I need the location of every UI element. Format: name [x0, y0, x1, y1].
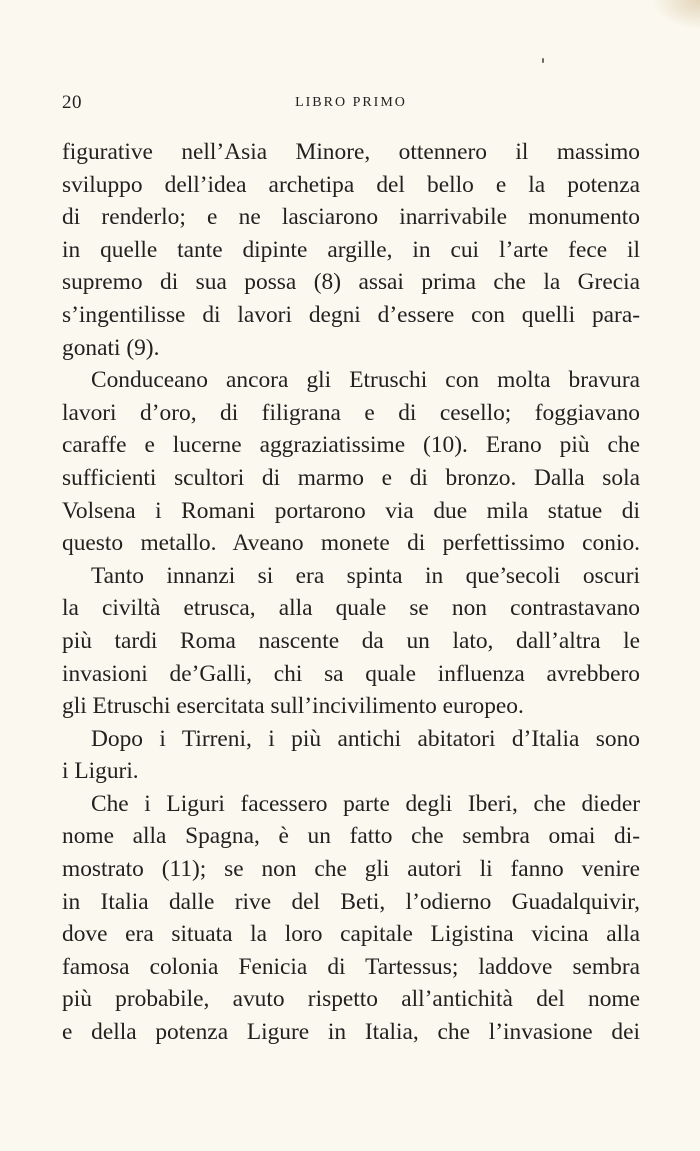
text-line: in Italia dalle rive del Beti, l’odierno Guadalquivir, [62, 888, 640, 915]
text-line: dove era situata la loro capitale Ligistina vicina alla [62, 921, 640, 948]
text-line: questo metallo. Aveano monete di perfettissimo conio. [62, 530, 640, 557]
text-line: più probabile, avuto rispetto all’antichità del nome [62, 986, 640, 1013]
text-line: invasioni de’Galli, chi sa quale influenza avrebbero [62, 660, 640, 687]
paper-stain [652, 0, 700, 30]
body-text [62, 136, 640, 1049]
text-line: sviluppo dell’idea archetipa del bello e la potenza [62, 171, 640, 198]
ink-speck [542, 58, 544, 63]
paragraph-first-line: Che i Liguri facessero parte degli Iberi, che dieder [91, 790, 640, 817]
text-line: famosa colonia Fenicia di Tartessus; laddove sembra [62, 953, 640, 980]
text-line: s’ingentilisse di lavori degni d’essere con quelli para- [62, 301, 640, 328]
text-line: figurative nell’Asia Minore, ottennero il massimo [62, 139, 640, 165]
text-line: Volsena i Romani portarono via due mila statue di [62, 497, 640, 524]
text-line: e della potenza Ligure in Italia, che l’invasione dei [62, 1019, 640, 1046]
text-line: supremo di sua possa (8) assai prima che la Grecia [62, 269, 640, 296]
text-line: caraffe e lucerne aggraziatissime (10). Erano più che [62, 432, 640, 459]
text-line: mostrato (11); se non che gli autori li fanno venire [62, 856, 640, 883]
page-header [62, 92, 640, 114]
text-line: in quelle tante dipinte argille, in cui l’arte fece il [62, 236, 640, 263]
text-line: più tardi Roma nascente da un lato, dall’altra le [62, 627, 640, 654]
paragraph-first-line: Conduceano ancora gli Etruschi con molta bravura [91, 367, 640, 394]
text-line: gonati (9). [62, 334, 160, 361]
text-line: di renderlo; e ne lasciarono inarrivabile monumento [62, 204, 640, 231]
text-line: la civiltà etrusca, alla quale se non contrastavano [62, 595, 640, 622]
text-line: lavori d’oro, di filigrana e di cesello; foggiavano [62, 399, 640, 426]
text-line: i Liguri. [62, 758, 139, 785]
page-number: 20 [62, 92, 82, 113]
running-head: LIBRO PRIMO [295, 95, 407, 110]
text-line: sufficienti scultori di marmo e di bronzo. Dalla sola [62, 464, 640, 491]
paragraph-first-line: Dopo i Tirreni, i più antichi abitatori d’Italia sono [91, 725, 640, 752]
text-line: nome alla Spagna, è un fatto che sembra omai di- [62, 823, 640, 850]
paragraph-first-line: Tanto innanzi si era spinta in que’secoli oscuri [91, 562, 640, 589]
text-line: gli Etruschi esercitata sull’incivilimento europeo. [62, 693, 524, 720]
